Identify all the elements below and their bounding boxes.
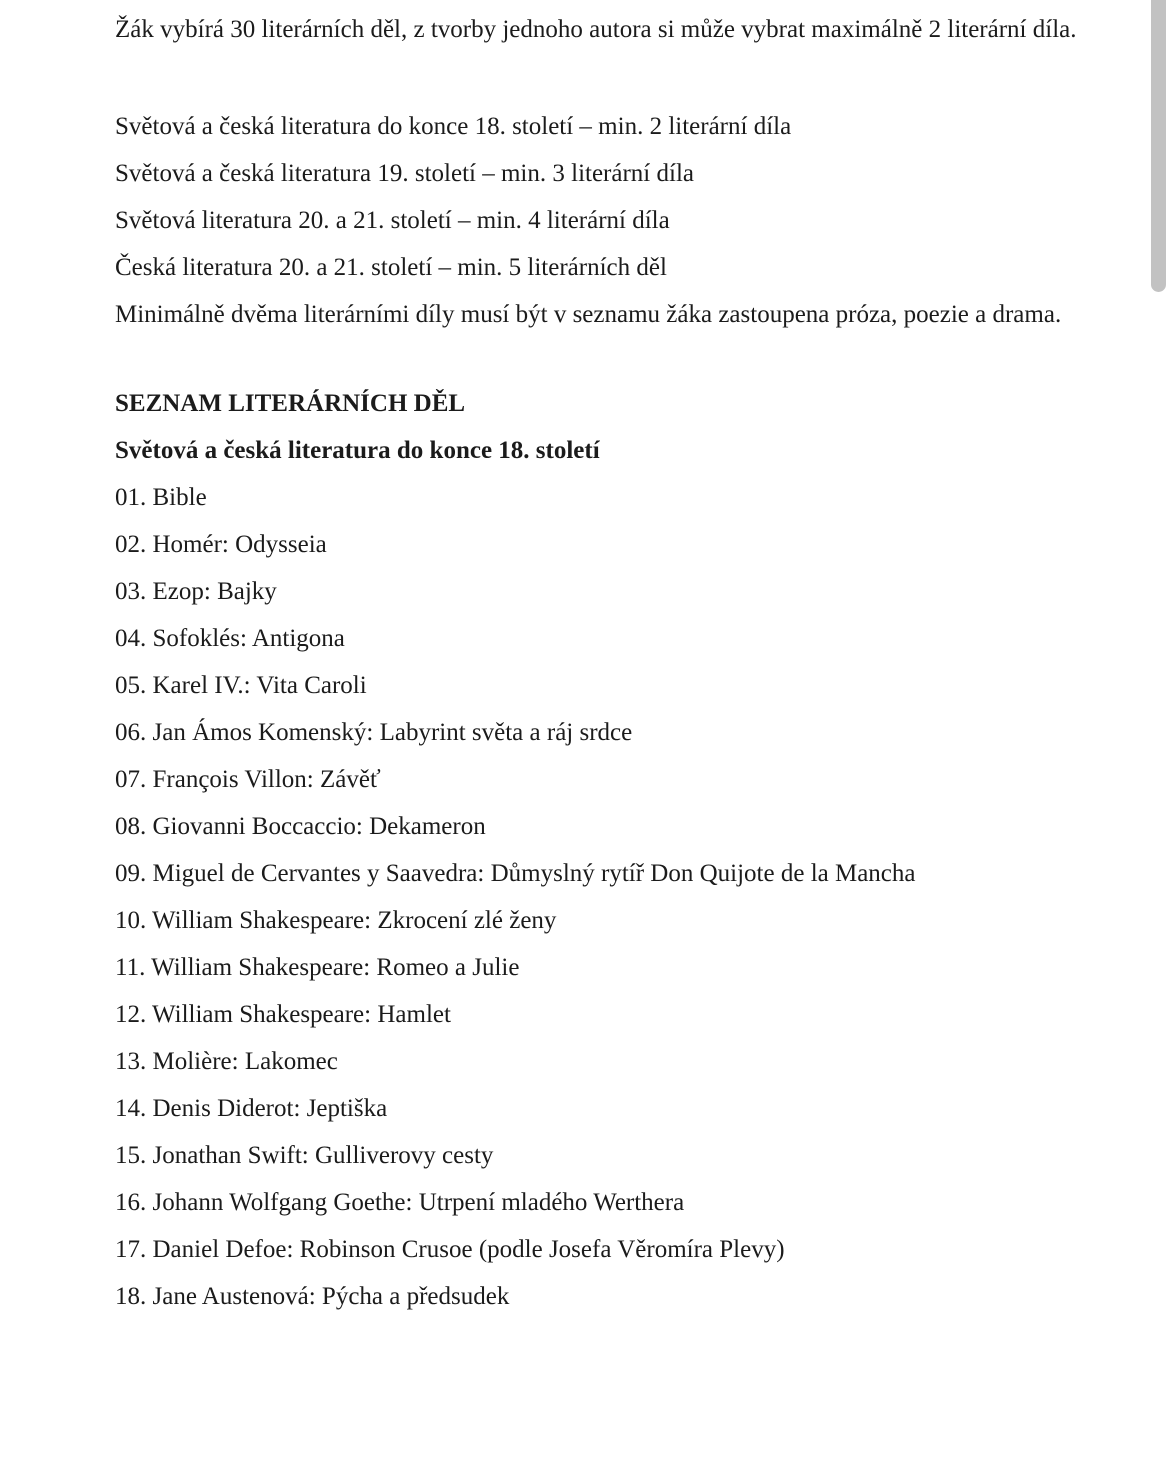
list-item: 05. Karel IV.: Vita Caroli	[115, 672, 367, 699]
list-item: 13. Molière: Lakomec	[115, 1048, 338, 1075]
requirement-line: Světová literatura 20. a 21. století – min. 4 literární díla	[115, 207, 670, 234]
requirement-line: Minimálně dvěma literárními díly musí být v seznamu žáka zastoupena próza, poezie a drama.	[115, 301, 1062, 328]
list-item: 07. François Villon: Závěť	[115, 766, 381, 793]
intro-paragraph: Žák vybírá 30 literárních děl, z tvorby jednoho autora si může vybrat maximálně 2 literární díla.	[115, 16, 1077, 43]
list-item: 12. William Shakespeare: Hamlet	[115, 1001, 451, 1028]
list-item: 16. Johann Wolfgang Goethe: Utrpení mladého Werthera	[115, 1189, 685, 1216]
scrollbar-thumb[interactable]	[1151, 0, 1166, 292]
list-item: 15. Jonathan Swift: Gulliverovy cesty	[115, 1142, 494, 1169]
list-item: 02. Homér: Odysseia	[115, 531, 327, 558]
list-item: 03. Ezop: Bajky	[115, 578, 277, 605]
list-item: 14. Denis Diderot: Jeptiška	[115, 1095, 388, 1122]
list-item: 04. Sofoklés: Antigona	[115, 625, 345, 652]
list-item: 10. William Shakespeare: Zkrocení zlé ženy	[115, 907, 557, 934]
category-requirements	[115, 103, 1170, 338]
list-item: 06. Jan Ámos Komenský: Labyrint světa a ráj srdce	[115, 719, 633, 746]
section-title: SEZNAM LITERÁRNÍCH DĚL	[115, 390, 466, 417]
list-item: 01. Bible	[115, 484, 207, 511]
requirement-line: Světová a česká literatura do konce 18. století – min. 2 literární díla	[115, 113, 792, 140]
list-item: 09. Miguel de Cervantes y Saavedra: Důmyslný rytíř Don Quijote de la Mancha	[115, 860, 916, 887]
list-item: 18. Jane Austenová: Pýcha a předsudek	[115, 1283, 510, 1310]
section-headings	[115, 380, 1170, 474]
requirement-line: Světová a česká literatura 19. století – min. 3 literární díla	[115, 160, 694, 187]
subsection-title: Světová a česká literatura do konce 18. století	[115, 437, 600, 464]
requirement-line: Česká literatura 20. a 21. století – min. 5 literárních děl	[115, 254, 667, 281]
list-item: 08. Giovanni Boccaccio: Dekameron	[115, 813, 486, 840]
list-item: 17. Daniel Defoe: Robinson Crusoe (podle Josefa Věromíra Plevy)	[115, 1236, 785, 1263]
list-item: 11. William Shakespeare: Romeo a Julie	[115, 954, 520, 981]
literary-works-list	[115, 474, 1170, 1320]
